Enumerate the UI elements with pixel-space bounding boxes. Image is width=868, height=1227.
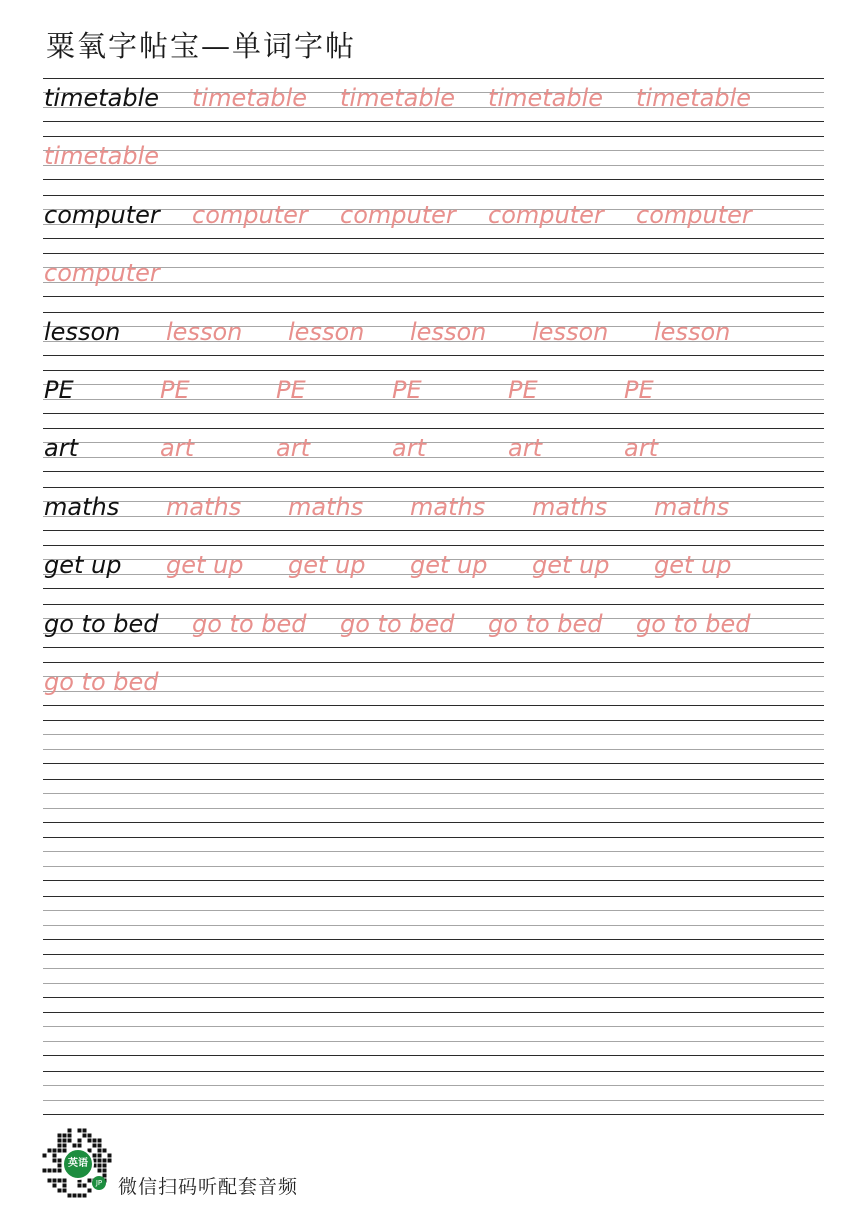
writing-band [43,896,824,940]
model-word: computer [44,201,160,229]
trace-word: timetable [340,84,456,112]
guide-line [43,749,824,750]
guide-line [43,793,824,794]
trace-word: art [508,434,542,462]
model-word: timetable [44,84,160,112]
trace-word: get up [532,551,610,579]
trace-word: PE [508,376,538,404]
guide-line [43,150,824,151]
writing-band [43,779,824,823]
trace-word: timetable [636,84,752,112]
trace-word: lesson [288,318,365,346]
guide-line [43,1041,824,1042]
trace-word: go to bed [44,668,159,696]
trace-word: maths [654,493,730,521]
trace-word: lesson [166,318,243,346]
guide-line [43,968,824,969]
writing-band [43,1071,824,1115]
trace-word: lesson [654,318,731,346]
model-word: maths [44,493,120,521]
trace-word: timetable [488,84,604,112]
trace-word: maths [532,493,608,521]
trace-word: art [624,434,658,462]
trace-word: get up [166,551,244,579]
trace-word: timetable [44,142,160,170]
trace-word: get up [288,551,366,579]
trace-word: computer [636,201,752,229]
guide-line [43,676,824,677]
guide-line [43,282,824,283]
trace-word: timetable [192,84,308,112]
writing-band [43,720,824,764]
model-word: lesson [44,318,121,346]
writing-band [43,136,824,180]
writing-band [43,662,824,706]
trace-word: get up [654,551,732,579]
trace-word: go to bed [192,610,307,638]
guide-line [43,983,824,984]
trace-word: PE [624,376,654,404]
trace-word: computer [44,259,160,287]
audio-caption: 微信扫码听配套音频 [118,1176,299,1198]
guide-line [43,1085,824,1086]
guide-line [43,808,824,809]
guide-line [43,910,824,911]
qr-badge: 英语 [62,1148,94,1180]
trace-word: maths [166,493,242,521]
trace-word: go to bed [636,610,751,638]
trace-word: PE [276,376,306,404]
trace-word: maths [288,493,364,521]
writing-band [43,954,824,998]
guide-line [43,691,824,692]
trace-word: computer [340,201,456,229]
model-word: PE [44,376,74,404]
guide-line [43,925,824,926]
footer [40,1126,440,1206]
model-word: get up [44,551,122,579]
trace-word: lesson [410,318,487,346]
trace-word: computer [192,201,308,229]
trace-word: get up [410,551,488,579]
guide-line [43,267,824,268]
writing-band [43,1012,824,1056]
guide-line [43,866,824,867]
trace-word: go to bed [340,610,455,638]
page-title: 粟氧字帖宝—单词字帖 [46,29,357,63]
guide-line [43,851,824,852]
guide-line [43,1100,824,1101]
guide-line [43,165,824,166]
writing-band [43,837,824,881]
writing-band [43,253,824,297]
trace-word: art [392,434,426,462]
model-word: art [44,434,78,462]
trace-word: PE [392,376,422,404]
model-word: go to bed [44,610,159,638]
trace-word: art [276,434,310,462]
trace-word: maths [410,493,486,521]
trace-word: art [160,434,194,462]
qr-small-badge: JP [92,1176,106,1190]
guide-line [43,734,824,735]
trace-word: PE [160,376,190,404]
trace-word: go to bed [488,610,603,638]
trace-word: computer [488,201,604,229]
guide-line [43,1026,824,1027]
trace-word: lesson [532,318,609,346]
